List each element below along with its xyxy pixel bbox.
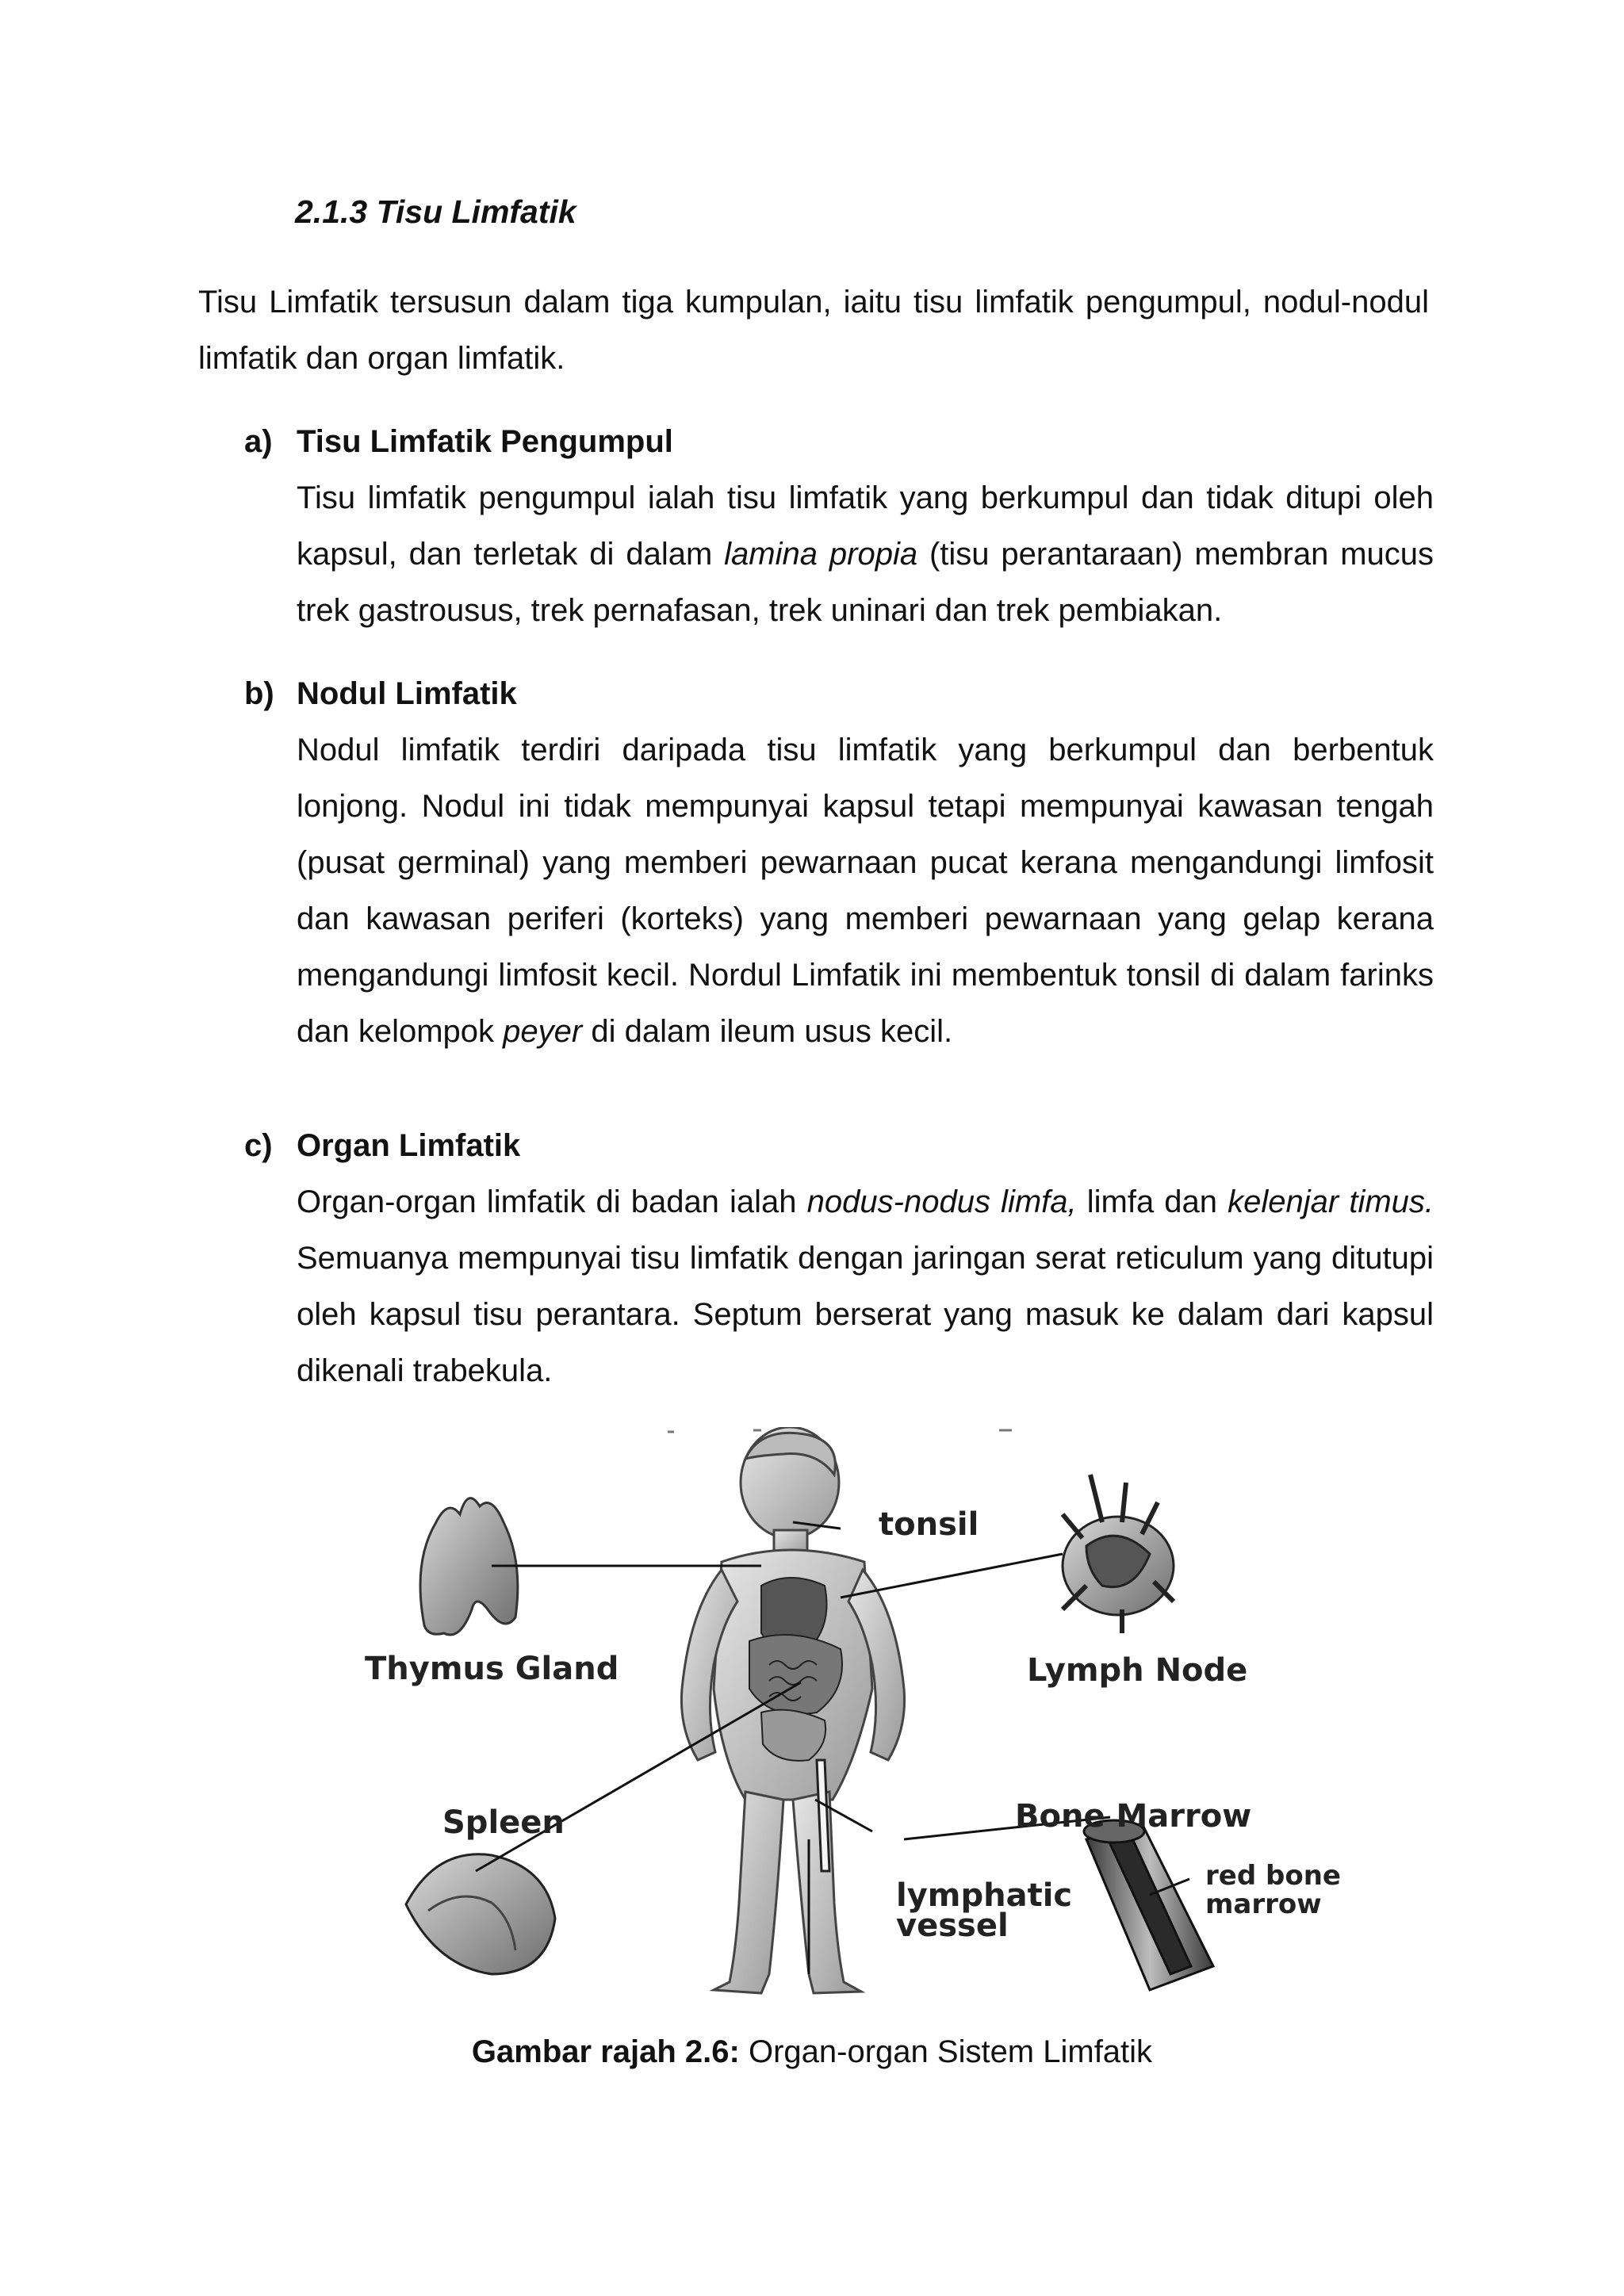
body-text: limfa dan: [1076, 1184, 1228, 1219]
label-line: marrow: [1205, 1888, 1322, 1920]
label-bone-marrow: Bone Marrow: [1015, 1798, 1252, 1835]
label-line: vessel: [896, 1908, 1009, 1944]
item-nodul-limfatik: [244, 666, 1434, 1060]
label-spleen: Spleen: [442, 1804, 565, 1841]
label-red-bone-marrow: [1205, 1862, 1341, 1919]
label-tonsil: tonsil: [879, 1506, 979, 1543]
label-line: red bone: [1205, 1860, 1341, 1892]
lymph-node: [1063, 1475, 1174, 1633]
caption-label: Gambar rajah 2.6:: [471, 2034, 740, 2069]
item-letter: a): [244, 424, 273, 459]
italic-term: nodus-nodus limfa,: [806, 1184, 1077, 1219]
label-lymph-node: Lymph Node: [1027, 1652, 1248, 1689]
body-text: (tisu perantaraan) membran mucus trek gastrousus, trek pernafasan, trek uninari dan trek pembiakan.: [297, 537, 1434, 628]
section-title: 2.1.3 Tisu Limfatik: [295, 193, 576, 230]
body-text: Semuanya mempunyai tisu limfatik dengan jaringan serat reticulum yang ditutupi oleh kapsul tisu perantara. Septum berserat yang masuk ke dalam dari kapsul dikenali trabekula.: [297, 1241, 1434, 1388]
italic-term: peyer: [503, 1014, 583, 1049]
italic-term: lamina propia: [724, 537, 918, 572]
intro-paragraph: Tisu Limfatik tersusun dalam tiga kumpulan, iaitu tisu limfatik pengumpul, nodul-nodul limfatik dan organ limfatik.: [198, 285, 1429, 376]
item-letter: b): [244, 676, 274, 711]
item-heading: [244, 414, 1434, 470]
item-heading: [244, 666, 1434, 722]
item-organ-limfatik: [244, 1118, 1434, 1399]
lymphatic-illustration: [349, 1427, 1364, 2014]
label-line: lymphatic: [896, 1877, 1073, 1914]
figure-caption: [0, 2034, 1624, 2070]
lymphatic-system-figure: [349, 1427, 1364, 2014]
item-heading-text: Nodul Limfatik: [297, 676, 517, 711]
caption-text: Organ-organ Sistem Limfatik: [739, 2034, 1153, 2069]
bone-marrow-section: [1084, 1820, 1213, 1990]
label-thymus-gland: Thymus Gland: [365, 1651, 619, 1687]
item-body: [297, 722, 1434, 1060]
item-body: [297, 1174, 1434, 1399]
item-letter: c): [244, 1128, 273, 1163]
item-tisu-limfatik-pengumpul: [244, 414, 1434, 639]
body-text: Tisu limfatik pengumpul ialah tisu limfatik yang berkumpul dan tidak ditupi oleh kapsul, dan terletak di dalam: [297, 480, 1434, 572]
item-heading-text: Tisu Limfatik Pengumpul: [297, 424, 673, 459]
item-heading-text: Organ Limfatik: [297, 1128, 521, 1163]
body-text: Nodul limfatik terdiri daripada tisu limfatik yang berkumpul dan berbentuk lonjong. Nodul ini tidak mempunyai kapsul tetapi mempunyai kawasan tengah (pusat germinal) yang memberi pewarnaan pucat kerana mengandungi limfosit dan kawasan periferi (korteks) yang memberi pewarnaan yang gelap kerana mengandungi limfosit kecil. Nordul Limfatik ini membentuk tonsil di dalam farinks dan kelompok: [297, 733, 1434, 1049]
item-body: [297, 470, 1434, 639]
italic-term: kelenjar timus.: [1228, 1184, 1434, 1219]
label-lymphatic-vessel: [896, 1877, 1073, 1944]
spleen: [406, 1854, 555, 1974]
top-marks: [668, 1430, 1012, 1432]
body-text: Organ-organ limfatik di badan ialah: [297, 1184, 807, 1219]
item-heading: [244, 1118, 1434, 1174]
body-text: di dalam ileum usus kecil.: [582, 1014, 953, 1049]
